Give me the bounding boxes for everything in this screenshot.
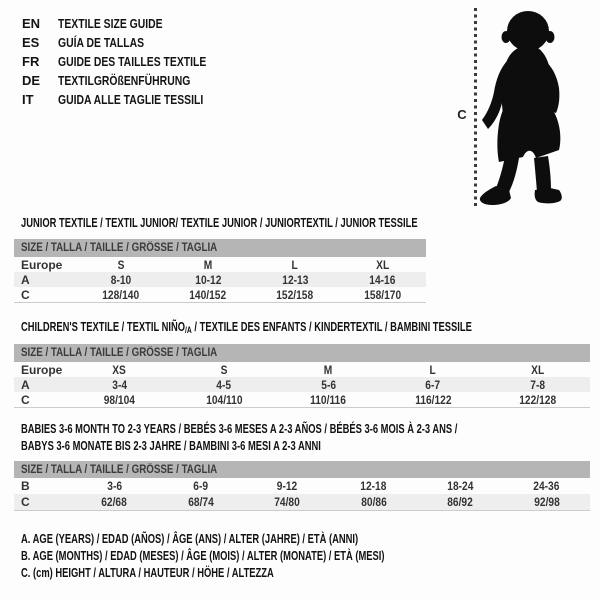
size-cell: 110/116 [310, 392, 347, 407]
language-code: DE [22, 73, 41, 88]
size-cell: 158/170 [363, 287, 401, 302]
child-silhouette [472, 10, 568, 206]
size-cell: 4-5 [216, 377, 232, 392]
row-label: Europe [21, 257, 63, 272]
row-label: C [21, 392, 30, 407]
footnote-b: B. AGE (MONTHS) / EDAD (MESES) / ÂGE (MOIS) / ALTER (MONATE) / ETÀ (MESI) [21, 549, 385, 563]
junior-table-body [14, 257, 426, 303]
size-cell: 6-9 [193, 479, 209, 493]
size-cell: 7-8 [530, 377, 546, 392]
language-label: TEXTILE SIZE GUIDE [58, 16, 163, 31]
size-cell: 116/122 [414, 392, 452, 407]
size-cell: 10-12 [194, 272, 221, 287]
size-header-label: SIZE / TALLA / TAILLE / GRÖSSE / TAGLIA [21, 242, 218, 254]
babies-table-title: BABIES 3-6 MONTH TO 2-3 YEARS / BEBÉS 3-6 MESES A 2-3 AÑOS / BÉBÉS 3-6 MOIS À 2-3 ANS / BABYS 3-6 MONATE BIS 2-3 JAHRE / BAMBINI 3-6 MESI A 2-3 ANNI [21, 422, 458, 453]
language-row [22, 52, 243, 71]
footnotes [21, 531, 506, 582]
size-cell: M [203, 257, 213, 272]
language-code: ES [22, 35, 40, 50]
size-header-bar [14, 239, 426, 257]
size-cell: S [117, 257, 125, 272]
row-label: C [21, 495, 30, 509]
language-row [22, 33, 243, 52]
table-row [14, 392, 590, 407]
size-cell: 128/140 [102, 287, 140, 302]
size-cell: 12-13 [282, 272, 309, 287]
language-label: GUÍA DE TALLAS [58, 35, 145, 50]
children-size-table [14, 344, 590, 408]
footnote-c: C. (cm) HEIGHT / ALTURA / HAUTEUR / HÖHE / ALTEZZA [21, 566, 274, 580]
silhouette-shorts [497, 110, 560, 162]
junior-table-title: JUNIOR TEXTILE / TEXTIL JUNIOR/ TEXTILE JUNIOR / JUNIORTEXTIL / JUNIOR TESSILE [21, 216, 418, 230]
size-cell: XL [375, 257, 389, 272]
row-label: A [21, 377, 30, 392]
size-cell: 9-12 [277, 479, 298, 493]
silhouette-head [507, 11, 549, 51]
size-cell: 122/128 [519, 392, 557, 407]
table-row [14, 287, 426, 302]
row-label: C [21, 287, 30, 302]
babies-size-table [14, 461, 590, 511]
size-cell: 12-18 [360, 479, 387, 493]
silhouette-ear-left [502, 31, 511, 43]
language-row [22, 90, 243, 109]
size-cell: M [324, 362, 333, 377]
table-row [14, 362, 590, 377]
size-cell: 152/158 [276, 287, 314, 302]
table-row [14, 494, 590, 510]
size-cell: 140/152 [189, 287, 227, 302]
silhouette-ear-right [546, 31, 555, 43]
size-header-bar [14, 344, 590, 362]
table-row [14, 257, 426, 272]
size-cell: 86/92 [447, 495, 474, 509]
size-cell: 14-16 [369, 272, 396, 287]
size-cell: 62/68 [101, 495, 128, 509]
language-label: TEXTILGRÖßENFÜHRUNG [58, 73, 191, 88]
size-cell: 92/98 [533, 495, 560, 509]
size-cell: 6-7 [425, 377, 441, 392]
children-table-body [14, 362, 590, 408]
subscript-text: /A [185, 325, 192, 335]
size-cell: 24-36 [533, 479, 560, 493]
size-cell: L [429, 362, 437, 377]
junior-size-table [14, 239, 426, 303]
size-cell: 104/110 [205, 392, 243, 407]
table-row [14, 377, 590, 392]
size-cell: S [220, 362, 228, 377]
language-code: IT [22, 92, 34, 107]
size-cell: 3-6 [106, 479, 122, 493]
size-cell: 18-24 [447, 479, 474, 493]
row-label: Europe [21, 362, 63, 377]
language-list [22, 14, 243, 109]
size-cell: 80/86 [360, 495, 387, 509]
size-cell: XL [531, 362, 545, 377]
footnote-a: A. AGE (YEARS) / EDAD (AÑOS) / ÂGE (ANS) / ALTER (JAHRE) / ETÀ (ANNI) [21, 532, 359, 546]
height-marker-label: C [457, 107, 467, 122]
language-label: GUIDE DES TAILLES TEXTILE [58, 54, 207, 69]
children-table-title: CHILDREN'S TEXTILE / TEXTIL NIÑO/A / TEXTILE DES ENFANTS / KINDERTEXTIL / BAMBINI TESSILE [21, 320, 472, 335]
table-row [14, 478, 590, 494]
size-header-label: SIZE / TALLA / TAILLE / GRÖSSE / TAGLIA [21, 347, 218, 359]
language-row [22, 14, 243, 33]
size-cell: L [292, 257, 299, 272]
table-row [14, 272, 426, 287]
size-cell: 3-4 [111, 377, 127, 392]
row-label: B [21, 479, 30, 493]
size-header-label: SIZE / TALLA / TAILLE / GRÖSSE / TAGLIA [21, 463, 218, 476]
size-header-bar [14, 461, 590, 478]
language-code: EN [22, 16, 41, 31]
language-label: GUIDA ALLE TAGLIE TESSILI [58, 92, 204, 107]
language-code: FR [22, 54, 40, 69]
language-row [22, 71, 243, 90]
silhouette-right-leg [534, 156, 551, 192]
size-cell: 98/104 [103, 392, 135, 407]
size-cell: 68/74 [187, 495, 214, 509]
size-cell: 8-10 [110, 272, 131, 287]
babies-table-body [14, 478, 590, 511]
size-cell: 74/80 [274, 495, 301, 509]
silhouette-right-foot [535, 188, 562, 203]
row-label: A [21, 272, 30, 287]
silhouette-torso [502, 48, 554, 114]
size-cell: XS [112, 362, 127, 377]
size-cell: 5-6 [321, 377, 336, 392]
